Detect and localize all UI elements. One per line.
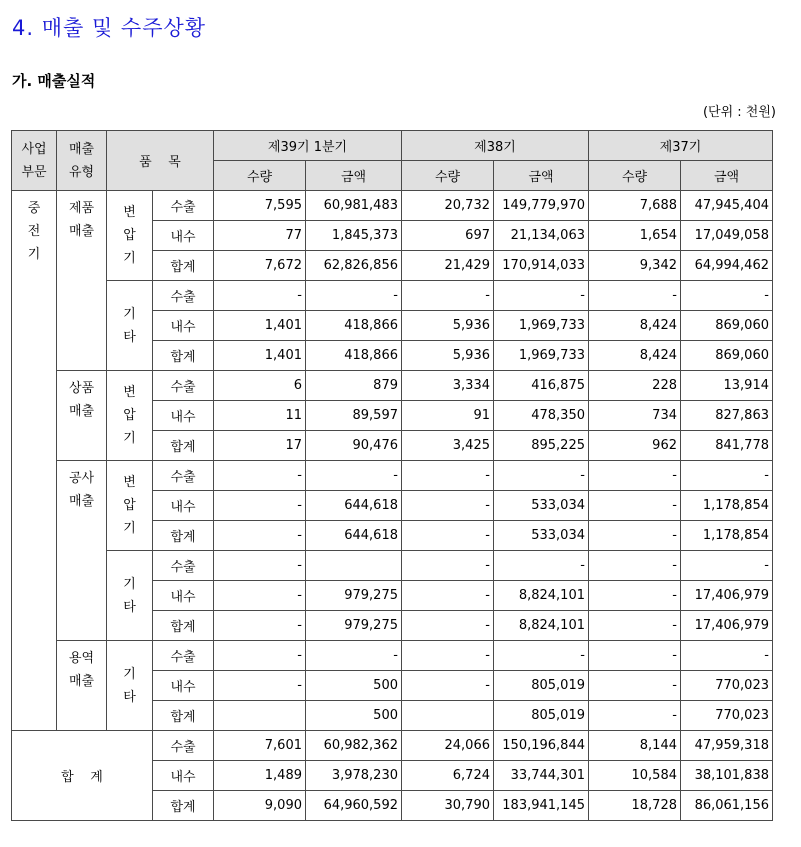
- cell: 827,863: [681, 401, 773, 431]
- segment-goods-sales: 상품 매출: [57, 371, 107, 461]
- cell: 734: [589, 401, 681, 431]
- cell: -: [402, 491, 494, 521]
- cell: 533,034: [494, 491, 589, 521]
- section-title: 4. 매출 및 수주상황: [12, 16, 207, 40]
- cell: [214, 701, 306, 731]
- cell: 644,618: [306, 521, 402, 551]
- row-kind: 내수: [153, 401, 214, 431]
- cell: 38,101,838: [681, 761, 773, 791]
- cell: -: [214, 491, 306, 521]
- cell: -: [402, 521, 494, 551]
- cell: [306, 551, 402, 581]
- cell: 879: [306, 371, 402, 401]
- cell: 183,941,145: [494, 791, 589, 821]
- cell: 869,060: [681, 341, 773, 371]
- cell: 9,090: [214, 791, 306, 821]
- cell: 89,597: [306, 401, 402, 431]
- cell: -: [214, 521, 306, 551]
- row-kind: 합계: [153, 611, 214, 641]
- header-item: 품 목: [107, 131, 214, 191]
- cell: 13,914: [681, 371, 773, 401]
- row-kind: 내수: [153, 491, 214, 521]
- cell: -: [494, 551, 589, 581]
- cell: 962: [589, 431, 681, 461]
- row-kind: 합계: [153, 701, 214, 731]
- cell: 697: [402, 221, 494, 251]
- cell: 1,401: [214, 341, 306, 371]
- cell: 7,672: [214, 251, 306, 281]
- row-kind: 내수: [153, 311, 214, 341]
- cell: -: [306, 461, 402, 491]
- cell: 1,401: [214, 311, 306, 341]
- cell: 1,654: [589, 221, 681, 251]
- cell: [402, 701, 494, 731]
- cell: 1,969,733: [494, 341, 589, 371]
- cell: 170,914,033: [494, 251, 589, 281]
- cell: 150,196,844: [494, 731, 589, 761]
- cell: -: [214, 611, 306, 641]
- row-kind: 합계: [153, 521, 214, 551]
- cell: 30,790: [402, 791, 494, 821]
- header-qty: 수량: [589, 161, 681, 191]
- header-period-37: 제37기: [589, 131, 773, 161]
- cell: -: [214, 581, 306, 611]
- cell: -: [589, 491, 681, 521]
- row-kind: 합계: [153, 431, 214, 461]
- segment-service-sales: 용역 매출: [57, 641, 107, 731]
- cell: 841,778: [681, 431, 773, 461]
- item-transformer: 변 압 기: [107, 191, 153, 281]
- cell: -: [681, 281, 773, 311]
- cell: -: [402, 611, 494, 641]
- cell: 90,476: [306, 431, 402, 461]
- cell: 979,275: [306, 581, 402, 611]
- cell: 11: [214, 401, 306, 431]
- cell: -: [589, 701, 681, 731]
- cell: 7,601: [214, 731, 306, 761]
- header-qty: 수량: [214, 161, 306, 191]
- row-kind: 합계: [153, 341, 214, 371]
- cell: 770,023: [681, 671, 773, 701]
- cell: 18,728: [589, 791, 681, 821]
- cell: 1,178,854: [681, 521, 773, 551]
- header-period-38: 제38기: [402, 131, 589, 161]
- header-amount: 금액: [681, 161, 773, 191]
- subsection-title: 가. 매출실적: [12, 72, 96, 90]
- cell: 8,824,101: [494, 581, 589, 611]
- cell: 17,049,058: [681, 221, 773, 251]
- table-row: [12, 551, 773, 581]
- row-kind: 수출: [153, 551, 214, 581]
- cell: -: [214, 641, 306, 671]
- header-amount: 금액: [494, 161, 589, 191]
- cell: 8,424: [589, 311, 681, 341]
- row-kind: 수출: [153, 371, 214, 401]
- table-row: [12, 731, 773, 761]
- cell: 1,969,733: [494, 311, 589, 341]
- cell: 8,144: [589, 731, 681, 761]
- row-kind: 합계: [153, 791, 214, 821]
- cell: -: [306, 641, 402, 671]
- cell: 7,595: [214, 191, 306, 221]
- item-other: 기 타: [107, 641, 153, 731]
- cell: -: [589, 281, 681, 311]
- cell: -: [681, 551, 773, 581]
- cell: 20,732: [402, 191, 494, 221]
- row-kind: 내수: [153, 671, 214, 701]
- cell: 416,875: [494, 371, 589, 401]
- cell: 1,178,854: [681, 491, 773, 521]
- cell: 500: [306, 701, 402, 731]
- cell: 533,034: [494, 521, 589, 551]
- cell: 64,994,462: [681, 251, 773, 281]
- cell: 60,982,362: [306, 731, 402, 761]
- cell: 17,406,979: [681, 611, 773, 641]
- cell: 91: [402, 401, 494, 431]
- table-row: [12, 371, 773, 401]
- segment-heavy-electric: 중 전 기: [12, 191, 57, 731]
- row-kind: 내수: [153, 761, 214, 791]
- item-transformer: 변 압 기: [107, 371, 153, 461]
- header-amount: 금액: [306, 161, 402, 191]
- cell: -: [214, 551, 306, 581]
- row-kind: 내수: [153, 221, 214, 251]
- cell: -: [589, 581, 681, 611]
- header-qty: 수량: [402, 161, 494, 191]
- row-kind: 수출: [153, 641, 214, 671]
- cell: 10,584: [589, 761, 681, 791]
- row-kind: 수출: [153, 191, 214, 221]
- cell: -: [402, 281, 494, 311]
- cell: 77: [214, 221, 306, 251]
- cell: -: [681, 641, 773, 671]
- cell: -: [214, 461, 306, 491]
- header-period-39: 제39기 1분기: [214, 131, 402, 161]
- cell: 62,826,856: [306, 251, 402, 281]
- cell: -: [589, 671, 681, 701]
- table-row: [12, 191, 773, 221]
- cell: -: [589, 551, 681, 581]
- cell: 17,406,979: [681, 581, 773, 611]
- cell: 1,845,373: [306, 221, 402, 251]
- cell: 3,978,230: [306, 761, 402, 791]
- table-row: [12, 281, 773, 311]
- cell: 6: [214, 371, 306, 401]
- cell: 9,342: [589, 251, 681, 281]
- cell: 21,134,063: [494, 221, 589, 251]
- cell: -: [494, 461, 589, 491]
- cell: 24,066: [402, 731, 494, 761]
- cell: -: [589, 521, 681, 551]
- cell: -: [589, 611, 681, 641]
- table-row: [12, 461, 773, 491]
- header-sales-type: 매출 유형: [57, 131, 107, 191]
- cell: -: [306, 281, 402, 311]
- segment-product-sales: 제품 매출: [57, 191, 107, 371]
- cell: 86,061,156: [681, 791, 773, 821]
- cell: -: [681, 461, 773, 491]
- cell: 500: [306, 671, 402, 701]
- cell: 60,981,483: [306, 191, 402, 221]
- cell: 3,334: [402, 371, 494, 401]
- row-kind: 수출: [153, 731, 214, 761]
- cell: 21,429: [402, 251, 494, 281]
- cell: 770,023: [681, 701, 773, 731]
- cell: -: [402, 671, 494, 701]
- row-kind: 내수: [153, 581, 214, 611]
- header-biz-division: 사업 부문: [12, 131, 57, 191]
- cell: 5,936: [402, 311, 494, 341]
- cell: -: [402, 581, 494, 611]
- cell: 47,945,404: [681, 191, 773, 221]
- cell: -: [494, 281, 589, 311]
- cell: 478,350: [494, 401, 589, 431]
- cell: -: [494, 641, 589, 671]
- cell: 149,779,970: [494, 191, 589, 221]
- cell: 805,019: [494, 701, 589, 731]
- cell: 17: [214, 431, 306, 461]
- item-other: 기 타: [107, 551, 153, 641]
- cell: -: [402, 551, 494, 581]
- cell: -: [589, 461, 681, 491]
- cell: 869,060: [681, 311, 773, 341]
- row-kind: 합계: [153, 251, 214, 281]
- sales-table: [11, 130, 773, 821]
- row-kind: 수출: [153, 461, 214, 491]
- cell: 3,425: [402, 431, 494, 461]
- item-other: 기 타: [107, 281, 153, 371]
- cell: 805,019: [494, 671, 589, 701]
- segment-construction-sales: 공사 매출: [57, 461, 107, 641]
- cell: 6,724: [402, 761, 494, 791]
- item-transformer: 변 압 기: [107, 461, 153, 551]
- table-row: [12, 641, 773, 671]
- cell: -: [589, 641, 681, 671]
- cell: 8,424: [589, 341, 681, 371]
- cell: 5,936: [402, 341, 494, 371]
- cell: 64,960,592: [306, 791, 402, 821]
- cell: 644,618: [306, 491, 402, 521]
- cell: -: [214, 671, 306, 701]
- cell: 979,275: [306, 611, 402, 641]
- cell: 8,824,101: [494, 611, 589, 641]
- cell: 33,744,301: [494, 761, 589, 791]
- cell: 418,866: [306, 341, 402, 371]
- cell: 1,489: [214, 761, 306, 791]
- cell: 418,866: [306, 311, 402, 341]
- cell: 895,225: [494, 431, 589, 461]
- unit-note: (단위 : 천원): [702, 105, 776, 120]
- row-kind: 수출: [153, 281, 214, 311]
- cell: -: [402, 461, 494, 491]
- cell: -: [402, 641, 494, 671]
- cell: -: [214, 281, 306, 311]
- cell: 228: [589, 371, 681, 401]
- grand-total-label: 합 계: [12, 731, 153, 821]
- cell: 47,959,318: [681, 731, 773, 761]
- cell: 7,688: [589, 191, 681, 221]
